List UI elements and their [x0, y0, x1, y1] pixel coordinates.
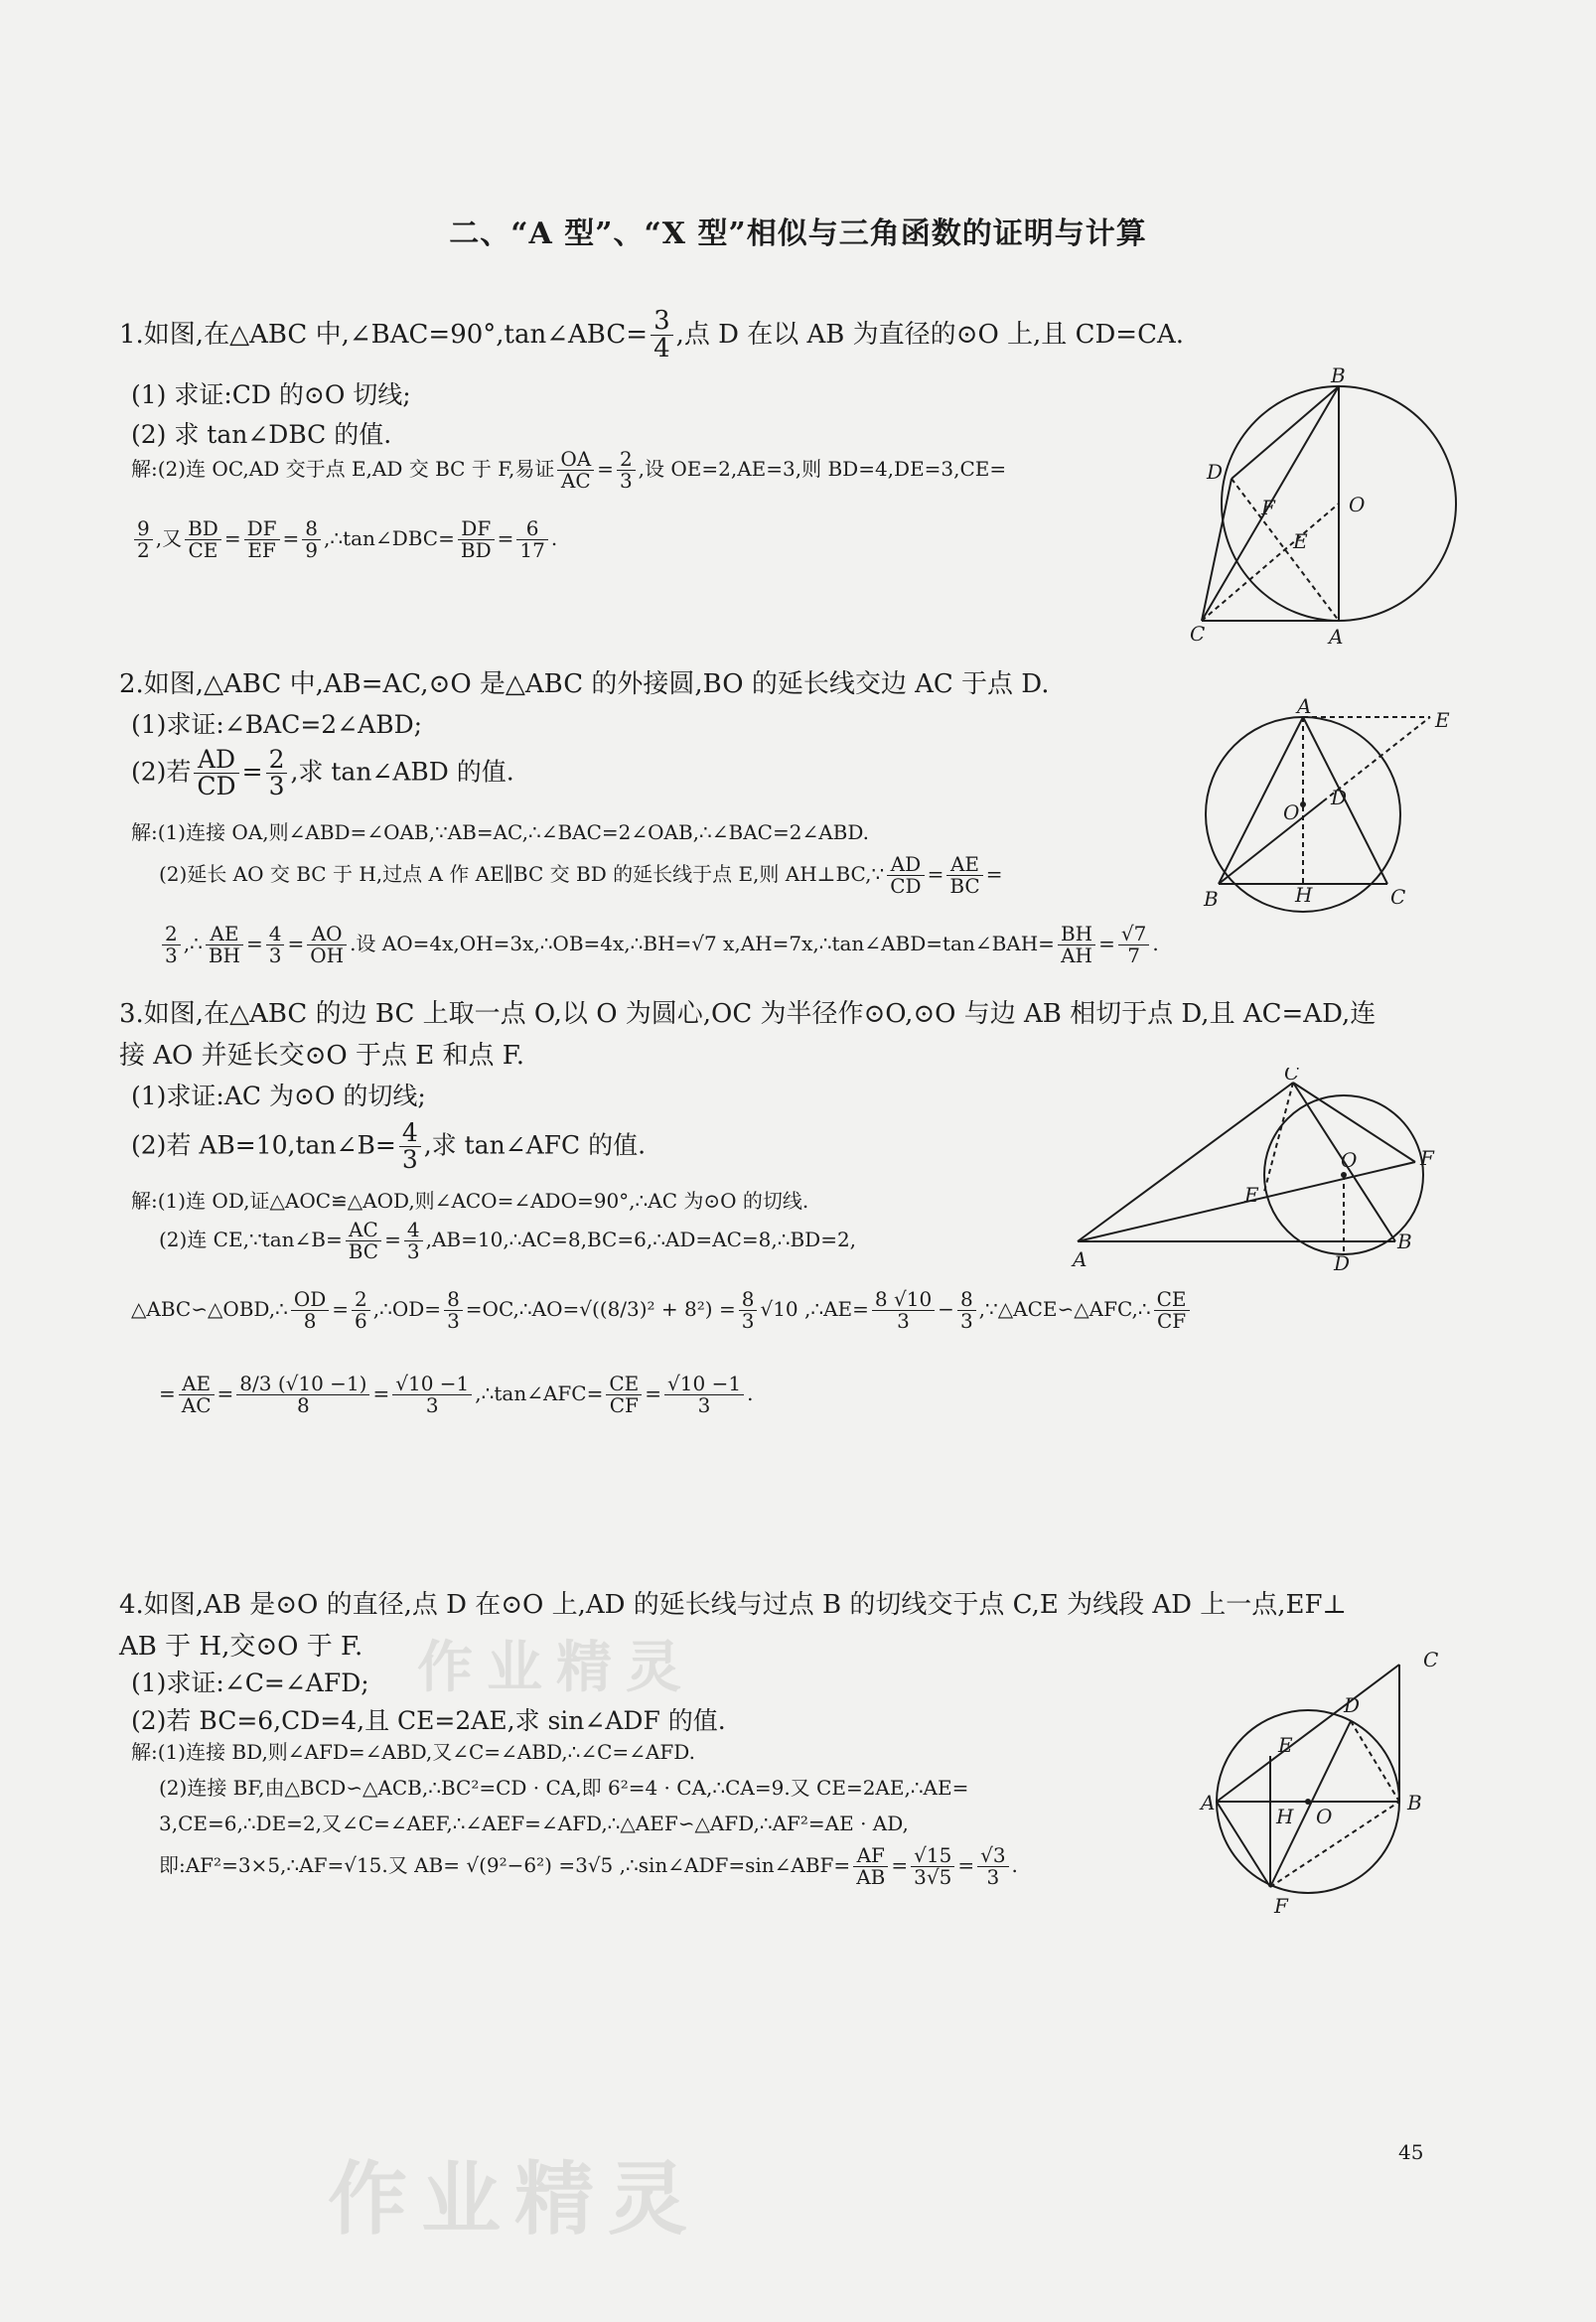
text: ,点 D 在以 AB 为直径的⊙O 上,且 CD=CA.	[675, 319, 1185, 350]
problem-4-diagram	[1197, 1649, 1460, 1922]
problem-3-part-2	[131, 1120, 646, 1174]
denominator: EF	[247, 538, 276, 562]
problem-3-solution-line-3	[131, 1289, 1193, 1332]
fraction	[134, 518, 153, 561]
denominator: 3	[165, 943, 178, 967]
text: (2)若 AB=10,tan∠B=	[131, 1130, 396, 1160]
fig-label: A	[1297, 695, 1312, 718]
fraction	[291, 1289, 329, 1332]
numerator: 8	[739, 1289, 758, 1311]
text: .	[550, 526, 558, 550]
fraction	[853, 1845, 888, 1888]
text: (2)连 CE,∵tan∠B=	[159, 1228, 343, 1251]
fraction	[739, 1289, 758, 1332]
fraction	[911, 1845, 954, 1888]
text: =	[372, 1381, 390, 1405]
denominator: CE	[188, 538, 218, 562]
problem-4-stem-line-2: AB 于 H,交⊙O 于 F.	[119, 1632, 363, 1662]
numerator: 8	[957, 1289, 976, 1311]
numerator: 3	[651, 308, 673, 336]
text: =	[891, 1853, 909, 1877]
text: ,∴tan∠AFC=	[475, 1381, 604, 1405]
numerator: AE	[946, 854, 982, 876]
fraction	[444, 1289, 463, 1332]
problem-3-figure	[1068, 1068, 1465, 1281]
text: ,又	[155, 526, 183, 550]
problem-2-solution-line-3	[159, 924, 1159, 966]
problem-4-figure	[1197, 1649, 1460, 1922]
text: =	[645, 1381, 662, 1405]
fig-label: D	[1207, 460, 1224, 484]
text: =	[927, 862, 944, 886]
text: ,求 tan∠ABD 的值.	[290, 757, 514, 787]
problem-1-solution-line-2	[131, 518, 557, 561]
numerator: AO	[307, 924, 347, 945]
fig-label: B	[1397, 1230, 1412, 1253]
denominator: 3	[619, 469, 633, 493]
fraction	[1154, 1289, 1190, 1332]
numerator: OA	[557, 449, 594, 471]
center-point	[1300, 801, 1306, 807]
fig-label: E	[1293, 529, 1308, 553]
numerator: AD	[887, 854, 924, 876]
problem-3-solution-line-4	[159, 1374, 753, 1416]
denominator: CD	[197, 772, 236, 801]
fraction	[307, 924, 347, 966]
numerator: AC	[346, 1220, 381, 1241]
text: =	[985, 862, 1003, 886]
problem-4-solution-line-4	[159, 1845, 1018, 1888]
text: √10 ,∴AE=	[760, 1297, 869, 1321]
fraction	[392, 1374, 472, 1416]
fig-label: C	[1390, 885, 1406, 909]
fraction	[664, 1374, 744, 1416]
problem-4-solution-line-3: 3,CE=6,∴DE=2,又∠C=∠AEF,∴∠AEF=∠AFD,∴△AEF∽△AFD,∴AF²=AE · AD,	[159, 1812, 909, 1835]
text: .	[1011, 1853, 1018, 1877]
denominator: BH	[208, 943, 240, 967]
fraction	[266, 924, 285, 966]
fig-label: F	[1261, 496, 1275, 519]
denominator: 3	[697, 1393, 711, 1417]
section-title: 二、“A 型”、“X 型”相似与三角函数的证明与计算	[449, 217, 1147, 251]
fig-label: B	[1407, 1791, 1422, 1814]
text: ,设 OE=2,AE=3,则 BD=4,DE=3,CE=	[638, 457, 1007, 481]
problem-4-solution-line-1: 解:(1)连接 BD,则∠AFD=∠ABD,又∠C=∠ABD,∴∠C=∠AFD.	[131, 1740, 695, 1764]
problem-1-solution-line-1	[131, 449, 1006, 492]
fig-label: E	[1435, 708, 1450, 732]
numerator: √10 −1	[664, 1374, 744, 1395]
fraction	[872, 1289, 935, 1332]
denominator: OH	[310, 943, 345, 967]
problem-3-diagram	[1068, 1068, 1465, 1281]
text: ,∴tan∠DBC=	[324, 526, 455, 550]
problem-3-stem-line-2: 接 AO 并延长交⊙O 于点 E 和点 F.	[119, 1041, 525, 1071]
denominator: CF	[609, 1393, 639, 1417]
numerator: AE	[206, 924, 243, 945]
numerator: AE	[179, 1374, 215, 1395]
denominator: 9	[305, 538, 319, 562]
fraction	[1118, 924, 1149, 966]
denominator: 8	[303, 1309, 317, 1333]
text: 1.如图,在△ABC 中,∠BAC=90°,tan∠ABC=	[119, 319, 649, 350]
text: −	[938, 1297, 954, 1321]
text: ,求 tan∠AFC 的值.	[423, 1130, 647, 1160]
numerator: 6	[516, 518, 547, 540]
fraction	[887, 854, 924, 897]
fig-label: O	[1316, 1805, 1333, 1828]
text: △ABC∽△OBD,∴	[131, 1297, 288, 1321]
denominator: 2	[137, 538, 150, 562]
denominator: CF	[1156, 1309, 1187, 1333]
denominator: 7	[1127, 943, 1140, 967]
numerator: 2	[617, 449, 636, 471]
text: .设 AO=4x,OH=3x,∴OB=4x,∴BH=√7 x,AH=7x,∴tan∠ABD=tan∠BAH=	[350, 932, 1055, 955]
text: =	[597, 457, 614, 481]
text: ,AB=10,∴AC=8,BC=6,∴AD=AC=8,∴BD=2,	[425, 1228, 857, 1251]
numerator: CE	[1154, 1289, 1190, 1311]
fraction	[977, 1845, 1008, 1888]
fig-label: C	[1423, 1649, 1439, 1671]
denominator: BD	[460, 538, 492, 562]
text: =OC,∴AO=√((8/3)² + 8²) =	[465, 1297, 736, 1321]
problem-1-diagram	[1182, 367, 1480, 646]
text: =	[217, 1381, 234, 1405]
fig-label: D	[1331, 786, 1348, 809]
text: =	[1098, 932, 1115, 955]
denominator: 3	[986, 1865, 1000, 1889]
problem-2-part-2	[131, 747, 514, 800]
text: 解:(2)连 OC,AD 交于点 E,AD 交 BC 于 F,易证	[131, 457, 555, 481]
fig-label: A	[1329, 625, 1344, 646]
fig-label: A	[1201, 1791, 1216, 1814]
fig-label: O	[1283, 800, 1300, 824]
denominator: 3	[401, 1145, 418, 1175]
fig-label: F	[1420, 1146, 1434, 1170]
fraction	[352, 1289, 370, 1332]
problem-2-figure	[1192, 695, 1460, 924]
fig-label: C	[1190, 622, 1206, 646]
numerator: AD	[194, 747, 238, 774]
problem-4-stem-line-1: 4.如图,AB 是⊙O 的直径,点 D 在⊙O 上,AD 的延长线与过点 B 的切线交于点 C,E 为线段 AD 上一点,EF⊥	[119, 1590, 1348, 1620]
fig-label: E	[1244, 1183, 1259, 1207]
denominator: 3√5	[914, 1865, 952, 1889]
denominator: 17	[519, 538, 545, 562]
problem-3-stem-line-1: 3.如图,在△ABC 的边 BC 上取一点 O,以 O 为圆心,OC 为半径作⊙O,⊙O 与边 AB 相切于点 D,且 AC=AD,连	[119, 999, 1377, 1029]
fraction	[236, 1374, 369, 1416]
numerator: √15	[911, 1845, 954, 1867]
numerator: 2	[162, 924, 181, 945]
numerator: BH	[1058, 924, 1095, 945]
fig-label: O	[1341, 1148, 1358, 1172]
fig-label: D	[1334, 1251, 1351, 1275]
numerator: 8	[444, 1289, 463, 1311]
problem-3-solution-line-2	[159, 1220, 856, 1262]
fraction	[557, 449, 594, 492]
fraction	[302, 518, 321, 561]
text: =	[332, 1297, 350, 1321]
problem-3-solution-line-1: 解:(1)连 OD,证△AOC≌△AOD,则∠ACO=∠ADO=90°,∴AC 为⊙O 的切线.	[131, 1189, 809, 1213]
watermark-logo: 作业精灵	[328, 2153, 701, 2246]
numerator: CE	[606, 1374, 642, 1395]
denominator: 3	[741, 1309, 755, 1333]
numerator: BD	[185, 518, 221, 540]
denominator: 4	[653, 334, 670, 364]
text: =	[223, 526, 241, 550]
problem-1-figure	[1182, 367, 1480, 646]
denominator: 3	[425, 1393, 439, 1417]
denominator: AC	[181, 1393, 212, 1417]
problem-4-part-1: (1)求证:∠C=∠AFD;	[131, 1669, 369, 1697]
fig-label: H	[1295, 883, 1313, 907]
fig-label: A	[1073, 1247, 1088, 1271]
fraction	[957, 1289, 976, 1332]
fig-label: H	[1276, 1805, 1294, 1828]
problem-2-diagram	[1192, 695, 1460, 924]
numerator: 8	[302, 518, 321, 540]
numerator: √7	[1118, 924, 1149, 945]
fig-label: B	[1331, 367, 1346, 387]
fig-label: O	[1349, 493, 1366, 516]
fraction	[244, 518, 280, 561]
page-number: 45	[1398, 2140, 1424, 2164]
fraction	[404, 1220, 423, 1262]
fraction	[651, 308, 673, 363]
text: =	[241, 757, 263, 787]
problem-2-part-1: (1)求证:∠BAC=2∠ABD;	[131, 710, 423, 739]
fraction	[606, 1374, 642, 1416]
fraction	[194, 747, 238, 800]
numerator: 8 √10	[872, 1289, 935, 1311]
fraction	[617, 449, 636, 492]
numerator: 4	[266, 924, 285, 945]
numerator: 9	[134, 518, 153, 540]
problem-1-part-2: (2) 求 tan∠DBC 的值.	[131, 420, 392, 449]
fraction	[185, 518, 221, 561]
text: (2)若	[131, 757, 192, 787]
problem-4-part-2: (2)若 BC=6,CD=4,且 CE=2AE,求 sin∠ADF 的值.	[131, 1706, 726, 1735]
denominator: 3	[268, 772, 285, 801]
center-point	[1341, 1172, 1347, 1178]
denominator: 3	[447, 1309, 460, 1333]
text: .	[747, 1381, 754, 1405]
text: =	[287, 932, 305, 955]
text: ,∴OD=	[372, 1297, 442, 1321]
text: .	[1152, 932, 1159, 955]
numerator: OD	[291, 1289, 329, 1311]
fraction	[266, 747, 288, 800]
fraction	[458, 518, 495, 561]
denominator: 3	[959, 1309, 973, 1333]
problem-2-solution-line-2	[159, 854, 1002, 897]
fraction	[162, 924, 181, 966]
numerator: 2	[266, 747, 288, 774]
fraction	[399, 1120, 421, 1174]
numerator: √10 −1	[392, 1374, 472, 1395]
numerator: DF	[458, 518, 495, 540]
numerator: 4	[404, 1220, 423, 1241]
fraction	[179, 1374, 215, 1416]
denominator: AH	[1061, 943, 1092, 967]
denominator: 8	[297, 1393, 310, 1417]
fraction	[946, 854, 982, 897]
center-point	[1305, 1799, 1311, 1805]
text: =	[282, 526, 300, 550]
fig-label: D	[1344, 1693, 1361, 1717]
text: =	[497, 526, 514, 550]
numerator: 2	[352, 1289, 370, 1311]
problem-4-solution-line-2: (2)连接 BF,由△BCD∽△ACB,∴BC²=CD · CA,即 6²=4 · CA,∴CA=9.又 CE=2AE,∴AE=	[159, 1776, 969, 1800]
problem-1-part-1: (1) 求证:CD 的⊙O 切线;	[131, 380, 411, 409]
denominator: BC	[949, 874, 980, 898]
text: ,∴	[183, 932, 203, 955]
numerator: DF	[244, 518, 280, 540]
denominator: 3	[406, 1239, 420, 1263]
text: =	[957, 1853, 975, 1877]
numerator: 8/3 (√10 −1)	[236, 1374, 369, 1395]
problem-3-part-1: (1)求证:AC 为⊙O 的切线;	[131, 1082, 426, 1110]
denominator: AC	[560, 469, 591, 493]
denominator: 6	[355, 1309, 367, 1333]
fraction	[206, 924, 243, 966]
problem-1-stem	[119, 308, 1184, 363]
denominator: BC	[348, 1239, 379, 1263]
denominator: AB	[856, 1865, 886, 1889]
fraction	[516, 518, 547, 561]
numerator: 4	[399, 1120, 421, 1147]
text: =	[159, 1381, 176, 1405]
numerator: √3	[977, 1845, 1008, 1867]
text: 即:AF²=3×5,∴AF=√15.又 AB= √(9²−6²) =3√5 ,∴sin∠ADF=sin∠ABF=	[159, 1853, 851, 1877]
fig-label: E	[1278, 1733, 1293, 1757]
problem-2-solution-line-1: 解:(1)连接 OA,则∠ABD=∠OAB,∵AB=AC,∴∠BAC=2∠OAB,∴∠BAC=2∠ABD.	[131, 820, 870, 844]
fig-label: F	[1274, 1894, 1288, 1918]
numerator: AF	[853, 1845, 888, 1867]
text: =	[245, 932, 263, 955]
denominator: 3	[897, 1309, 910, 1333]
fraction	[1058, 924, 1095, 966]
problem-2-stem: 2.如图,△ABC 中,AB=AC,⊙O 是△ABC 的外接圆,BO 的延长线交边 AC 于点 D.	[119, 669, 1050, 699]
denominator: CD	[890, 874, 922, 898]
fig-label: C	[1284, 1068, 1300, 1085]
fig-label: B	[1204, 887, 1219, 911]
denominator: 3	[268, 943, 282, 967]
text: =	[384, 1228, 401, 1251]
text: (2)延长 AO 交 BC 于 H,过点 A 作 AE∥BC 交 BD 的延长线于点 E,则 AH⊥BC,∵	[159, 862, 885, 886]
fraction	[346, 1220, 381, 1262]
text: ,∵△ACE∽△AFC,∴	[978, 1297, 1151, 1321]
watermark-logo: 作业精灵	[417, 1636, 695, 1700]
